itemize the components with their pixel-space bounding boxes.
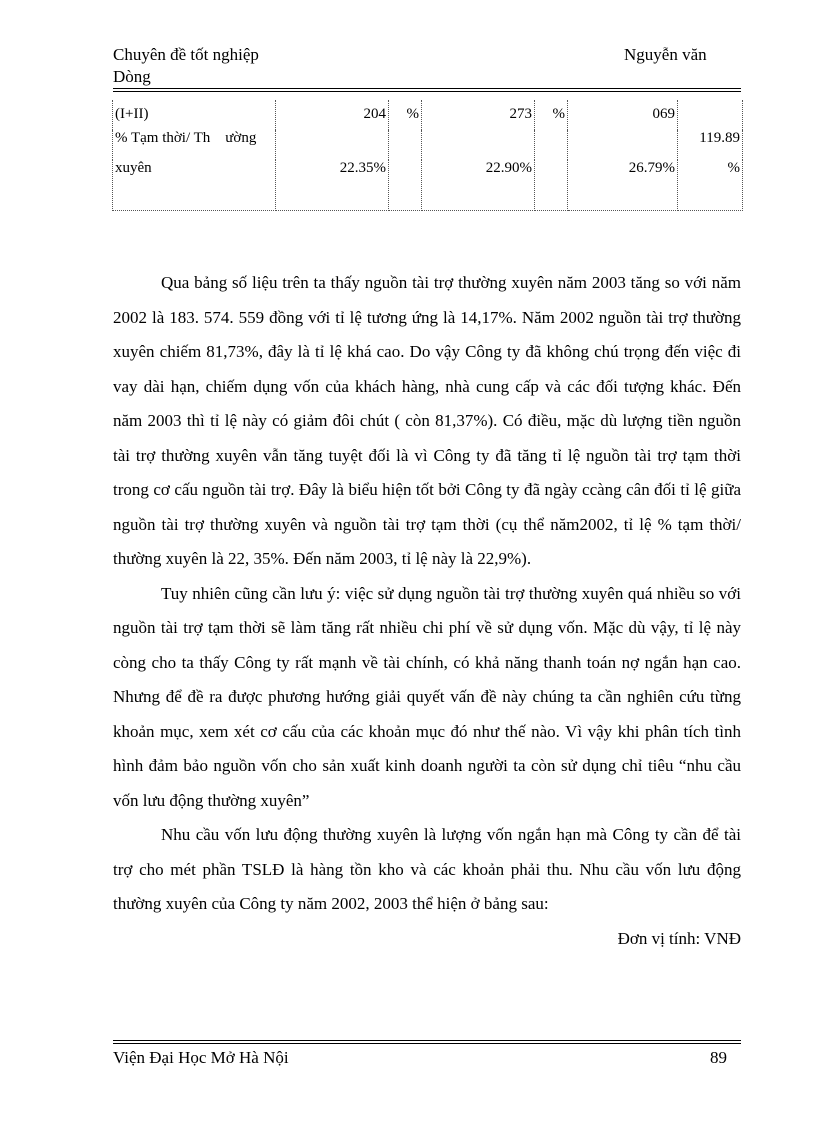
table-cell: % [678, 160, 743, 211]
unit-note: Đơn vị tính: VNĐ [617, 928, 741, 948]
table-cell [535, 160, 568, 211]
table-row [113, 160, 743, 211]
paragraph: Nhu cầu vốn lưu động thường xuyên là lượng vốn ngắn hạn mà Công ty cần để tài trợ cho mét phần TSLĐ là hàng tồn kho và các khoản phải thu. Nhu cầu vốn lưu động thường xuyên của Công ty năm 2002, 2003 thể hiện ở bảng sau: [113, 825, 741, 913]
header-rule-bottom [113, 91, 741, 92]
table-cell: 273 [422, 100, 535, 130]
table-cell [568, 130, 678, 160]
footer-rule-top [113, 1040, 741, 1041]
footer-rule-bottom [113, 1043, 741, 1044]
header-title: Chuyên đề tốt nghiệp [113, 45, 259, 64]
header-author: Nguyễn văn [624, 45, 707, 64]
table-cell: 26.79% [568, 160, 678, 211]
running-header-left [113, 44, 259, 88]
table-cell: 119.89 [678, 130, 743, 160]
table-cell: 22.35% [276, 160, 389, 211]
table-cell: 069 [568, 100, 678, 130]
row-label: % Tạm thời/ Th ường [113, 130, 276, 160]
paragraph: Qua bảng số liệu trên ta thấy nguồn tài trợ thường xuyên năm 2003 tăng so với năm 2002 là 183. 574. 559 đồng với tỉ lệ tương ứng là 14,17%. Năm 2002 nguồn tài trợ thường xuyên chiếm 81,73%, đây là tỉ lệ khá cao. Do vậy Công ty đã không chú trọng đến việc đi vay dài hạn, chiếm dụng vốn của khách hàng, nhà cung cấp và các đối tượng khác. Đến năm 2003 thì tỉ lệ này có giảm đôi chút ( còn 81,37%). Có điều, mặc dù lượng tiền nguồn tài trợ thường xuyên vẫn tăng tuyệt đối là vì Công ty đã tăng tỉ lệ nguồn tài trợ tạm thời trong cơ cấu nguồn tài trợ. Đây là biểu hiện tốt bởi Công ty đã ngày ccàng cân đối tỉ lệ giữa nguồn tài trợ thường xuyên và nguồn tài trợ tạm thời (cụ thể năm2002, tỉ lệ % tạm thời/ thường xuyên là 22, 35%. Đến năm 2003, tỉ lệ này là 22,9%). [113, 273, 741, 568]
paragraph: Tuy nhiên cũng cần lưu ý: việc sử dụng nguồn tài trợ thường xuyên quá nhiều so với nguồn tài trợ tạm thời sẽ làm tăng rất nhiều chi phí về sử dụng vốn. Mặc dù vậy, tỉ lệ này còng cho ta thấy Công ty rất mạnh về tài chính, có khả năng thanh toán nợ ngắn hạn cao. Nhưng để đề ra được phương hướng giải quyết vấn đề này chúng ta cần nghiên cứu từng khoản mục, xem xét cơ cấu của các khoản mục đó như thế nào. Vì vậy khi phân tích tình hình đảm bảo nguồn vốn cho sản xuất kinh doanh người ta còn sử dụng chỉ tiêu “nhu cầu vốn lưu động thường xuyên” [113, 583, 741, 810]
table-row [113, 130, 743, 160]
table-cell: 204 [276, 100, 389, 130]
header-rule-top [113, 88, 741, 89]
table-row [113, 100, 743, 130]
table-cell: 22.90% [422, 160, 535, 211]
table-cell [422, 130, 535, 160]
header-title-continued: Dòng [113, 67, 151, 86]
table-cell: % [389, 100, 422, 130]
table-cell [678, 100, 743, 130]
body-text [113, 266, 741, 956]
table-cell: % [535, 100, 568, 130]
row-label: (I+II) [113, 100, 276, 130]
funding-ratio-table [112, 100, 743, 211]
page-number: 89 [710, 1048, 727, 1067]
table-cell [389, 130, 422, 160]
footer-institution: Viện Đại Học Mở Hà Nội [113, 1048, 289, 1067]
table-cell [535, 130, 568, 160]
row-label: xuyên [113, 160, 276, 211]
table-cell [276, 130, 389, 160]
table-cell [389, 160, 422, 211]
